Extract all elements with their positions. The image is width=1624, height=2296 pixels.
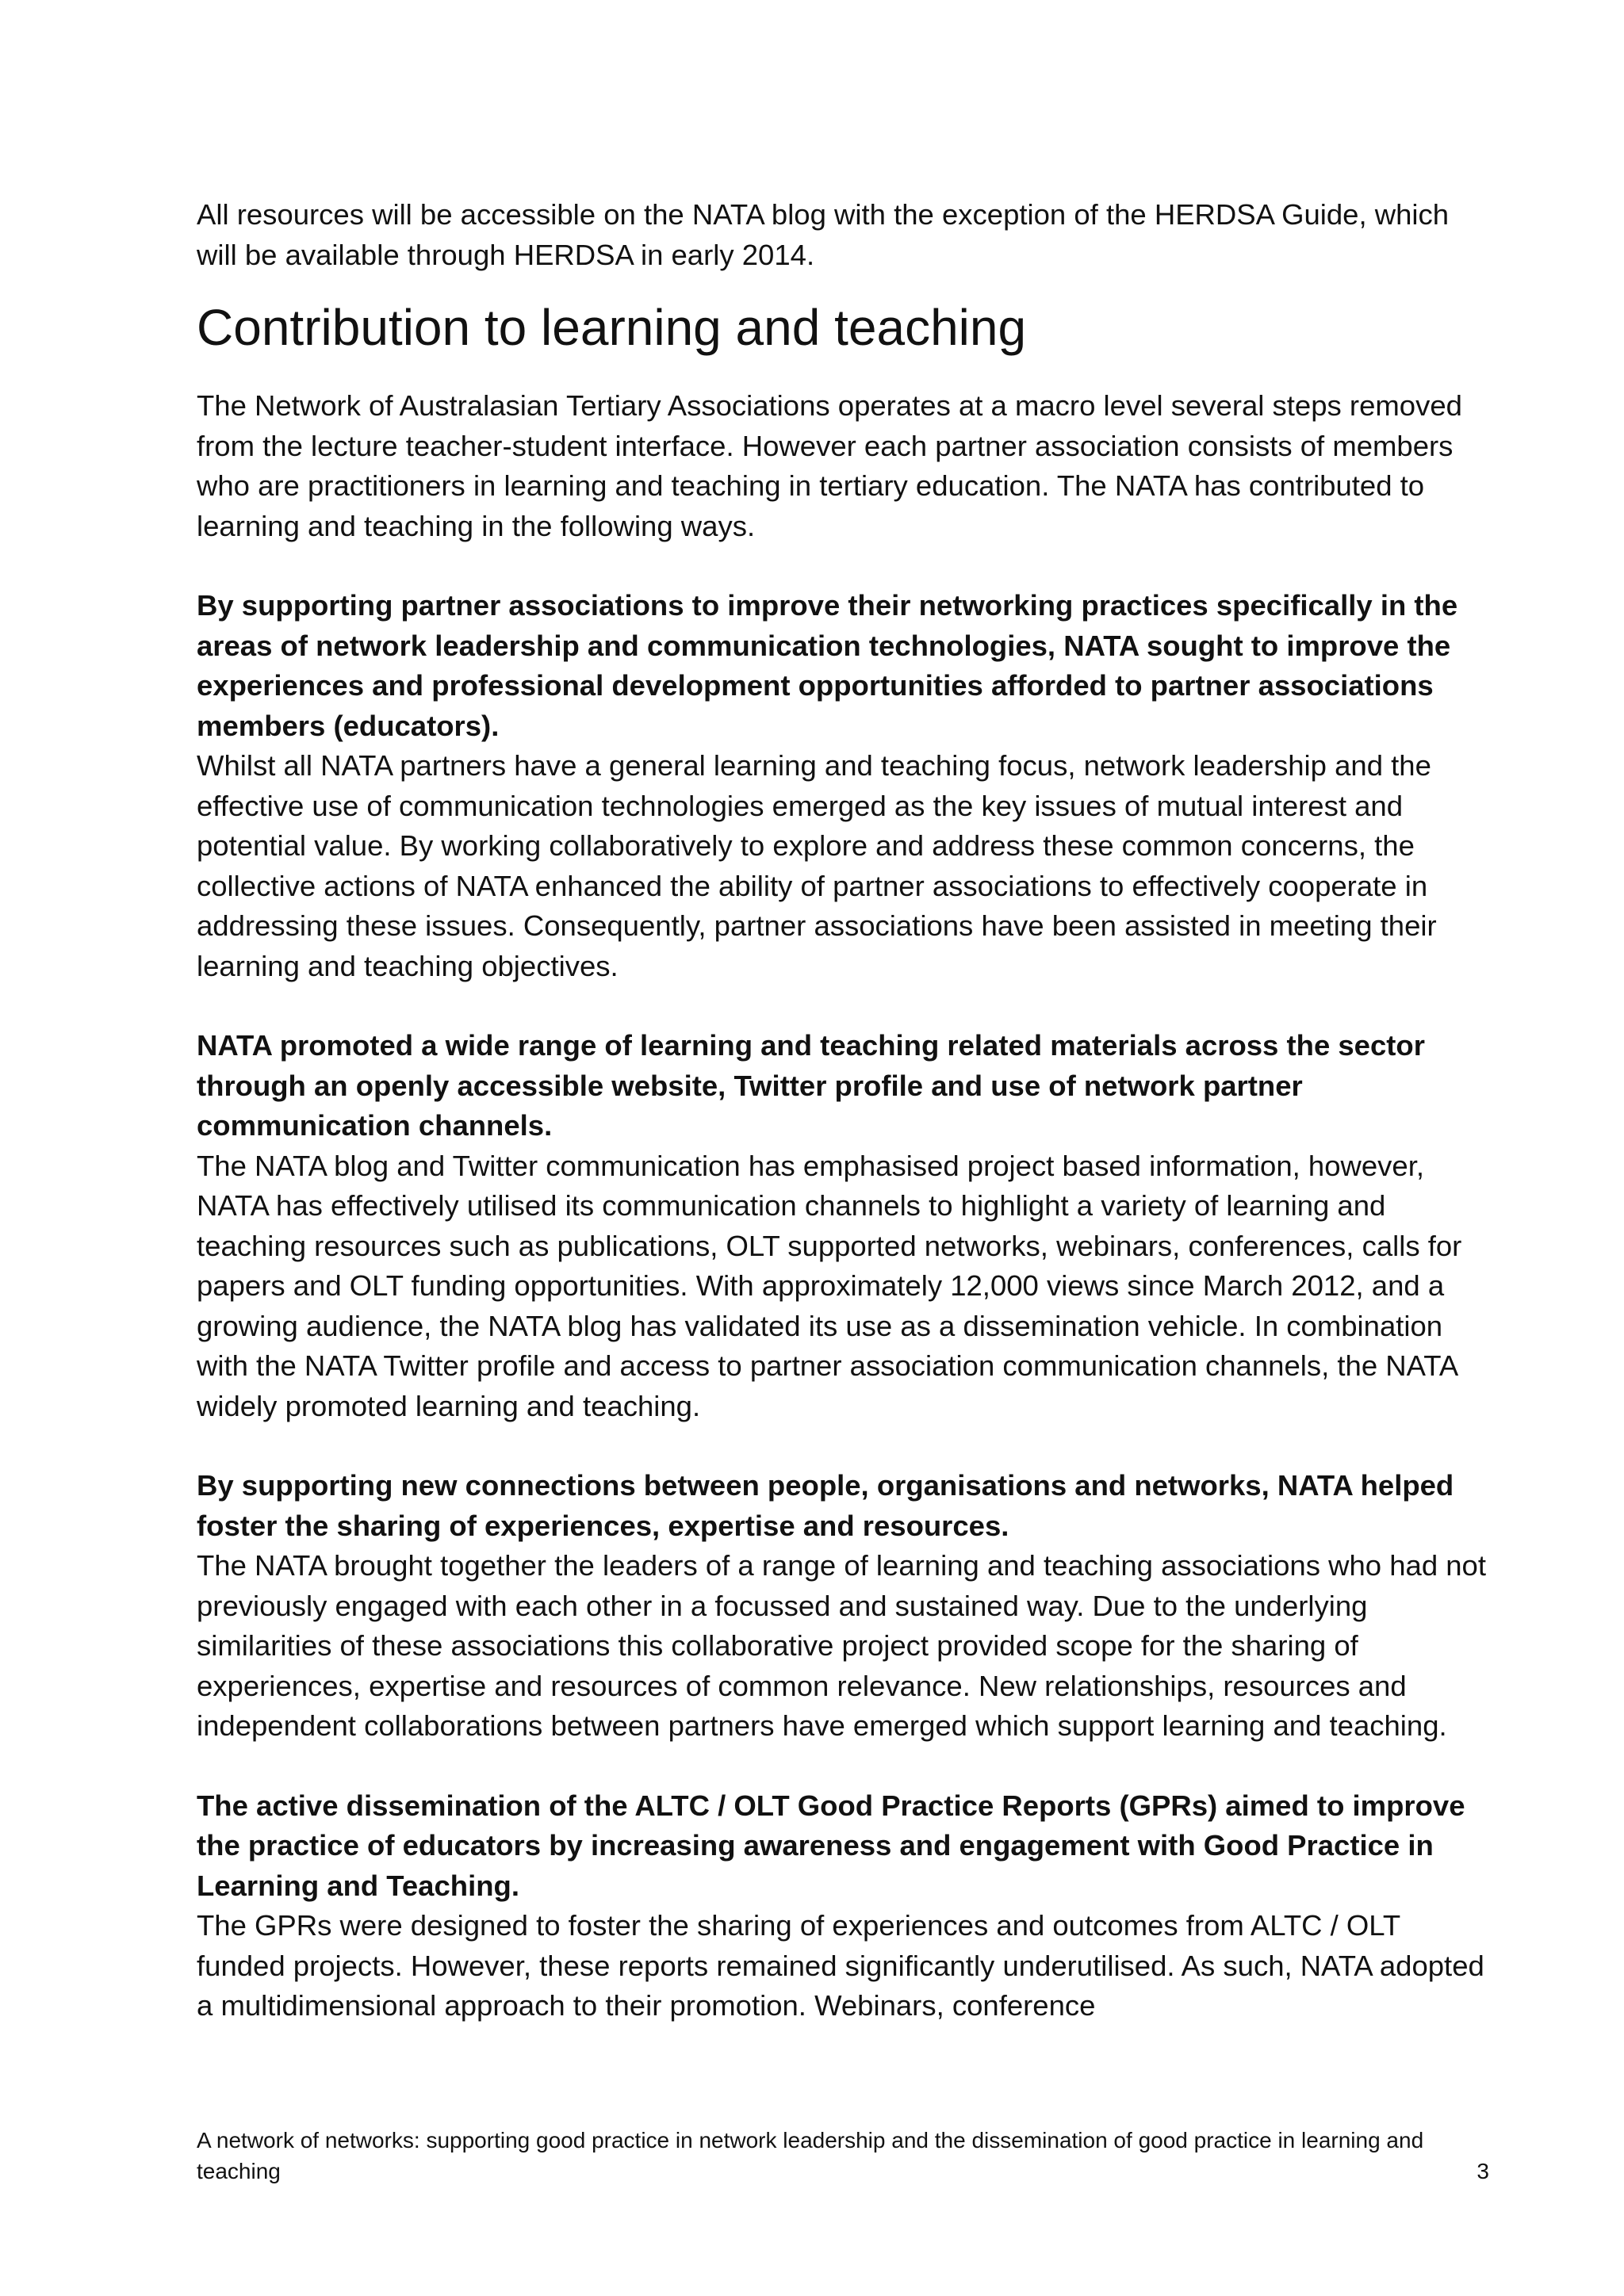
contribution-section-4	[197, 1786, 1489, 2026]
section-heading: Contribution to learning and teaching	[197, 299, 1027, 356]
section-body: The GPRs were designed to foster the sharing of experiences and outcomes from ALTC / OLT funded projects. However, these reports remained significantly underutilised. As such, NATA adopted a multidimensional approach to their promotion. Webinars, conference	[197, 1909, 1484, 2022]
contribution-section-3	[197, 1466, 1489, 1747]
page-footer	[197, 2125, 1489, 2187]
overview-paragraph: The Network of Australasian Tertiary Associations operates at a macro level several steps removed from the lecture teacher-student interface. However each partner association consists of members who are practitioners in learning and teaching in tertiary education. The NATA has contributed to learning and teaching in the following ways.	[197, 389, 1462, 542]
contribution-section-2	[197, 1026, 1489, 1426]
document-page	[197, 195, 1489, 2026]
section-title: The active dissemination of the ALTC / OLT Good Practice Reports (GPRs) aimed to improve the practice of educators by increasing awareness and engagement with Good Practice in Learning and Teaching.	[197, 1789, 1465, 1902]
page-number: 3	[1477, 2159, 1489, 2183]
section-body: Whilst all NATA partners have a general learning and teaching focus, network leadership and the effective use of communication technologies emerged as the key issues of mutual interest and potential value. By working collaboratively to explore and address these common concerns, the collective actions of NATA enhanced the ability of partner associations to effectively cooperate in addressing these issues. Consequently, partner associations have been assisted in meeting their learning and teaching objectives.	[197, 749, 1437, 982]
contribution-section-1	[197, 586, 1489, 986]
section-body: The NATA brought together the leaders of a range of learning and teaching associations who had not previously engaged with each other in a focussed and sustained way. Due to the underlying similarities of these associations this collaborative project provided scope for the sharing of experiences, expertise and resources of common relevance. New relationships, resources and independent collaborations between partners have emerged which support learning and teaching.	[197, 1549, 1486, 1742]
section-title: By supporting partner associations to improve their networking practices specifically in the areas of network leadership and communication technologies, NATA sought to improve the experiences and professional development opportunities afforded to partner associations members (educators).	[197, 589, 1458, 742]
intro-paragraph: All resources will be accessible on the NATA blog with the exception of the HERDSA Guide, which will be available through HERDSA in early 2014.	[197, 198, 1450, 271]
section-title: By supporting new connections between people, organisations and networks, NATA helped foster the sharing of experiences, expertise and resources.	[197, 1469, 1454, 1542]
section-title: NATA promoted a wide range of learning and teaching related materials across the sector through an openly accessible website, Twitter profile and use of network partner communication channels.	[197, 1029, 1425, 1142]
footer-text: A network of networks: supporting good practice in network leadership and the dissemination of good practice in learning and teaching	[197, 2128, 1424, 2183]
section-body: The NATA blog and Twitter communication has emphasised project based information, however, NATA has effectively utilised its communication channels to highlight a variety of learning and teaching resources such as publications, OLT supported networks, webinars, conferences, calls for papers and OLT funding opportunities. With approximately 12,000 views since March 2012, and a growing audience, the NATA blog has validated its use as a dissemination vehicle. In combination with the NATA Twitter profile and access to partner association communication channels, the NATA widely promoted learning and teaching.	[197, 1149, 1462, 1422]
